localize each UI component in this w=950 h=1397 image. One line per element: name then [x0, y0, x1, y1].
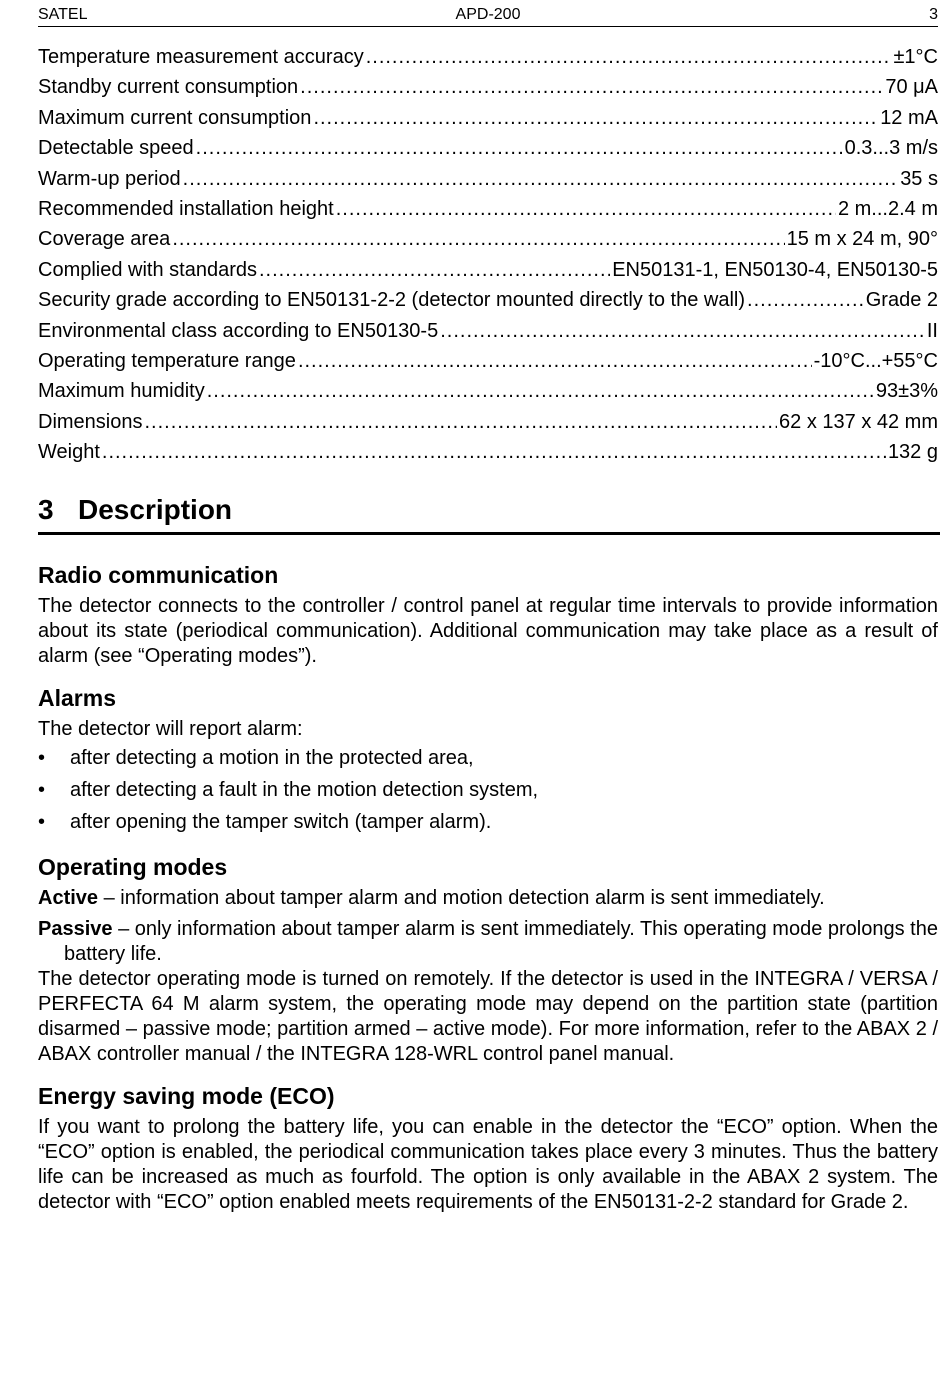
section-title: Description — [78, 494, 233, 525]
radio-text: The detector connects to the controller / control panel at regular time intervals to provide information about its state (periodical communication). Additional communication may take place as a result of alarm (see “Operating modes”). — [38, 595, 938, 667]
active-mode — [38, 886, 938, 911]
spec-value: 2 m...2.4 m — [837, 198, 938, 221]
spec-row — [38, 316, 938, 346]
spec-row — [38, 285, 938, 315]
leader-dots — [366, 42, 892, 72]
list-item — [38, 774, 938, 806]
list-item-text: after detecting a fault in the motion detection system, — [70, 779, 539, 801]
spec-row — [38, 224, 938, 254]
spec-row — [38, 164, 938, 194]
alarms-list — [38, 742, 938, 838]
header-brand: SATEL — [38, 6, 88, 23]
page-header — [38, 4, 938, 27]
spec-value: 93±3% — [875, 380, 938, 403]
spec-value: EN50131-1, EN50130-4, EN50130-5 — [612, 258, 938, 281]
spec-row — [38, 103, 938, 133]
bullet-icon: • — [38, 811, 46, 833]
spec-value: 12 mA — [880, 106, 938, 129]
list-item-text: after detecting a motion in the protected area, — [70, 747, 474, 769]
spec-value: 62 x 137 x 42 mm — [779, 410, 938, 433]
spec-row — [38, 407, 938, 437]
spec-row — [38, 255, 938, 285]
leader-dots — [300, 72, 883, 102]
leader-dots — [313, 103, 878, 133]
spec-label: Warm-up period — [38, 167, 181, 190]
leader-dots — [298, 346, 812, 376]
spec-list — [38, 42, 938, 468]
spec-label: Temperature measurement accuracy — [38, 46, 364, 68]
spec-label: Maximum current consumption — [38, 106, 312, 129]
description-content — [38, 560, 938, 1229]
section-number: 3 — [38, 494, 54, 525]
spec-value: Grade 2 — [865, 289, 938, 312]
spec-label: Recommended installation height — [38, 198, 334, 221]
spec-label: Operating temperature range — [38, 350, 296, 373]
spec-value: 15 m x 24 m, 90° — [786, 228, 938, 251]
leader-dots — [747, 285, 864, 315]
spec-label: Security grade according to EN50131-2-2 (detector mounted directly to the wall) — [38, 289, 746, 312]
leader-dots — [440, 316, 925, 346]
header-model: APD-200 — [455, 6, 521, 23]
spec-label: Standby current consumption — [38, 76, 299, 99]
spec-label: Dimensions — [38, 410, 143, 433]
active-text: – information about tamper alarm and motion detection alarm is sent immediately. — [103, 887, 825, 909]
radio-section — [38, 560, 938, 669]
leader-dots — [259, 255, 610, 285]
passive-term: Passive — [38, 918, 113, 940]
leader-dots — [102, 437, 886, 467]
alarms-section — [38, 683, 938, 838]
eco-heading: Energy saving mode (ECO) — [38, 1083, 335, 1109]
spec-value: 70 μA — [885, 76, 938, 99]
active-term: Active — [38, 887, 99, 909]
spec-value: 132 g — [887, 441, 938, 464]
spec-row — [38, 346, 938, 376]
page-number: 3 — [929, 6, 938, 23]
spec-row — [38, 437, 938, 467]
alarms-heading: Alarms — [38, 685, 116, 711]
spec-value: 35 s — [900, 167, 938, 190]
spec-value: ±1°C — [893, 46, 938, 68]
spec-label: Complied with standards — [38, 258, 257, 281]
spec-label: Detectable speed — [38, 137, 194, 160]
modes-section — [38, 852, 938, 1067]
section-heading — [38, 494, 940, 535]
spec-label: Maximum humidity — [38, 380, 205, 403]
eco-text: If you want to prolong the battery life, you can enable in the detector the “ECO” option. When the “ECO” option is enabled, the periodical communication takes place every 3 minutes. Thus the battery life can be increased as much as fourfold. The option is only available in the ABAX 2 system. The detector with “ECO” option enabled meets requirements of the EN50131-2-2 standard for Grade 2. — [38, 1116, 938, 1213]
leader-dots — [144, 407, 777, 437]
spec-value: II — [926, 319, 938, 342]
modes-text: The detector operating mode is turned on remotely. If the detector is used in the INTEGRA / VERSA / PERFECTA 64 M alarm system, the operating mode may depend on the partition state (partition disarmed – passive mode; partition armed – active mode). For more information, refer to the ABAX 2 / ABAX controller manual / the INTEGRA 128-WRL control panel manual. — [38, 968, 938, 1065]
spec-row — [38, 194, 938, 224]
spec-row — [38, 42, 938, 72]
leader-dots — [196, 133, 843, 163]
leader-dots — [172, 224, 784, 254]
list-item — [38, 742, 938, 774]
bullet-icon: • — [38, 747, 46, 769]
modes-heading: Operating modes — [38, 854, 228, 880]
leader-dots — [207, 376, 874, 406]
bullet-icon: • — [38, 779, 46, 801]
spec-row — [38, 72, 938, 102]
leader-dots — [183, 164, 899, 194]
alarms-intro: The detector will report alarm: — [38, 718, 303, 740]
radio-heading: Radio communication — [38, 562, 279, 588]
spec-label: Weight — [38, 441, 100, 464]
leader-dots — [336, 194, 836, 224]
passive-mode — [38, 917, 938, 967]
eco-section — [38, 1081, 938, 1215]
spec-label: Coverage area — [38, 228, 171, 251]
spec-value: 0.3...3 m/s — [844, 137, 938, 160]
spec-label: Environmental class according to EN50130-5 — [38, 319, 439, 342]
passive-text: – only information about tamper alarm is sent immediately. This operating mode prolongs the battery life. — [64, 918, 938, 965]
spec-value: -10°C...+55°C — [813, 350, 938, 373]
spec-row — [38, 133, 938, 163]
list-item-text: after opening the tamper switch (tamper alarm). — [70, 811, 492, 833]
spec-row — [38, 376, 938, 406]
list-item — [38, 806, 938, 838]
